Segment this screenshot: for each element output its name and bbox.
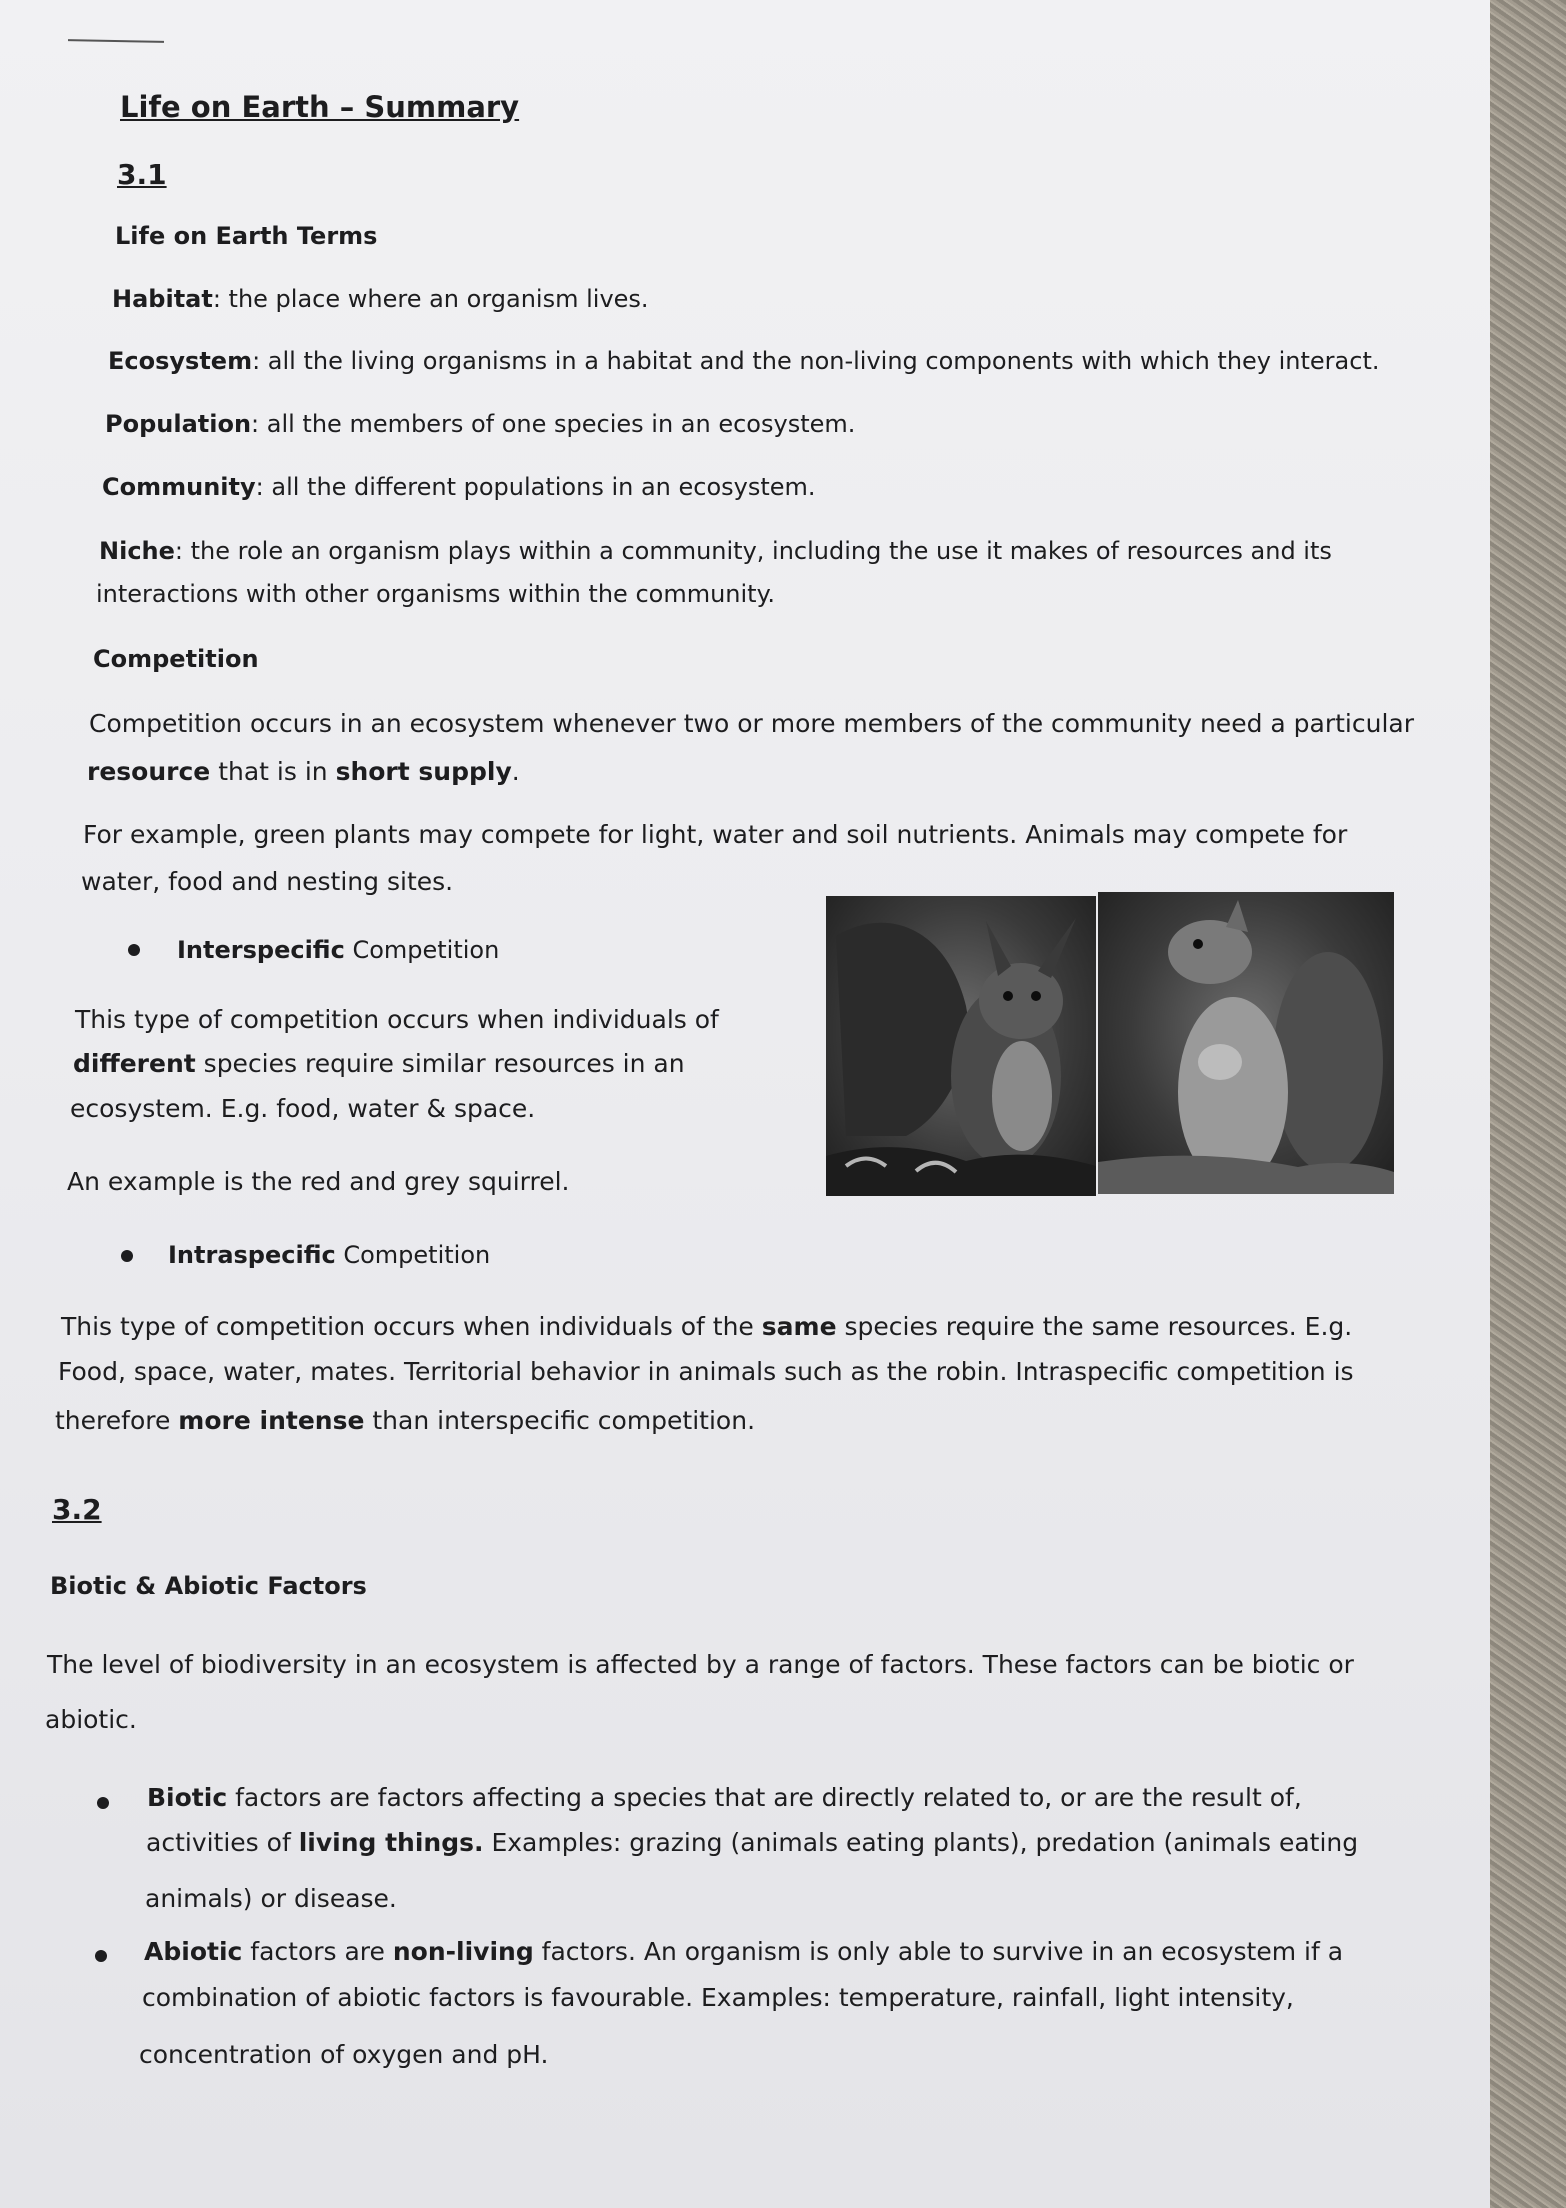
section-number-3-2: 3.2 [52,1493,102,1526]
interspecific-line3: ecosystem. E.g. food, water & space. [70,1094,536,1123]
bullet-icon [97,1797,109,1809]
term-community: Community: all the different populations in an ecosystem. [102,473,816,501]
term-ecosystem: Ecosystem: all the living organisms in a habitat and the non-living components with which they interact. [108,347,1380,375]
terms-heading: Life on Earth Terms [115,222,378,250]
intraspecific-bullet: Intraspecific Competition [168,1241,491,1269]
interspecific-line2: different species require similar resources in an [73,1049,685,1078]
red-squirrel-photo [826,896,1096,1196]
competition-example-line1: For example, green plants may compete for light, water and soil nutrients. Animals may compete for [83,820,1348,849]
competition-paragraph-line1: Competition occurs in an ecosystem whenever two or more members of the community need a particular [89,709,1414,738]
term-habitat: Habitat: the place where an organism lives. [112,285,649,313]
competition-paragraph-line2: resource that is in short supply. [87,757,520,786]
biotic-line1: Biotic factors are factors affecting a species that are directly related to, or are the result of, [147,1783,1302,1812]
abiotic-line3: concentration of oxygen and pH. [139,2040,549,2069]
factors-intro-line2: abiotic. [45,1705,137,1734]
abiotic-line2: combination of abiotic factors is favourable. Examples: temperature, rainfall, light intensity, [142,1983,1294,2012]
competition-heading: Competition [93,645,259,673]
term-niche: Niche: the role an organism plays within a community, including the use it makes of resources and its [99,537,1332,565]
background-surface [1490,0,1566,2208]
factors-intro-line1: The level of biodiversity in an ecosystem is affected by a range of factors. These factors can be biotic or [47,1650,1354,1679]
bullet-icon [121,1250,133,1262]
abiotic-line1: Abiotic factors are non-living factors. An organism is only able to survive in an ecosystem if a [144,1937,1344,1966]
term-niche-line2: interactions with other organisms within the community. [96,580,775,608]
interspecific-line1: This type of competition occurs when individuals of [75,1005,719,1034]
interspecific-bullet: Interspecific Competition [177,936,500,964]
intraspecific-line1: This type of competition occurs when individuals of the same species require the same resources. E.g. [61,1312,1353,1341]
term-population: Population: all the members of one species in an ecosystem. [105,410,856,438]
bullet-icon [128,944,140,956]
intraspecific-line3: therefore more intense than interspecific competition. [55,1406,756,1435]
biotic-line2: activities of living things. Examples: grazing (animals eating plants), predation (animals eating [146,1828,1359,1857]
section-number-3-1: 3.1 [117,158,167,191]
interspecific-example: An example is the red and grey squirrel. [67,1167,570,1196]
page-title: Life on Earth – Summary [120,90,520,124]
intraspecific-line2: Food, space, water, mates. Territorial behavior in animals such as the robin. Intraspecific competition is [58,1357,1354,1386]
factors-heading: Biotic & Abiotic Factors [50,1572,367,1600]
pen-mark [68,39,164,43]
competition-example-line2: water, food and nesting sites. [81,867,454,896]
biotic-line3: animals) or disease. [145,1884,397,1913]
bullet-icon [95,1950,107,1962]
grey-squirrel-photo [1098,892,1394,1194]
